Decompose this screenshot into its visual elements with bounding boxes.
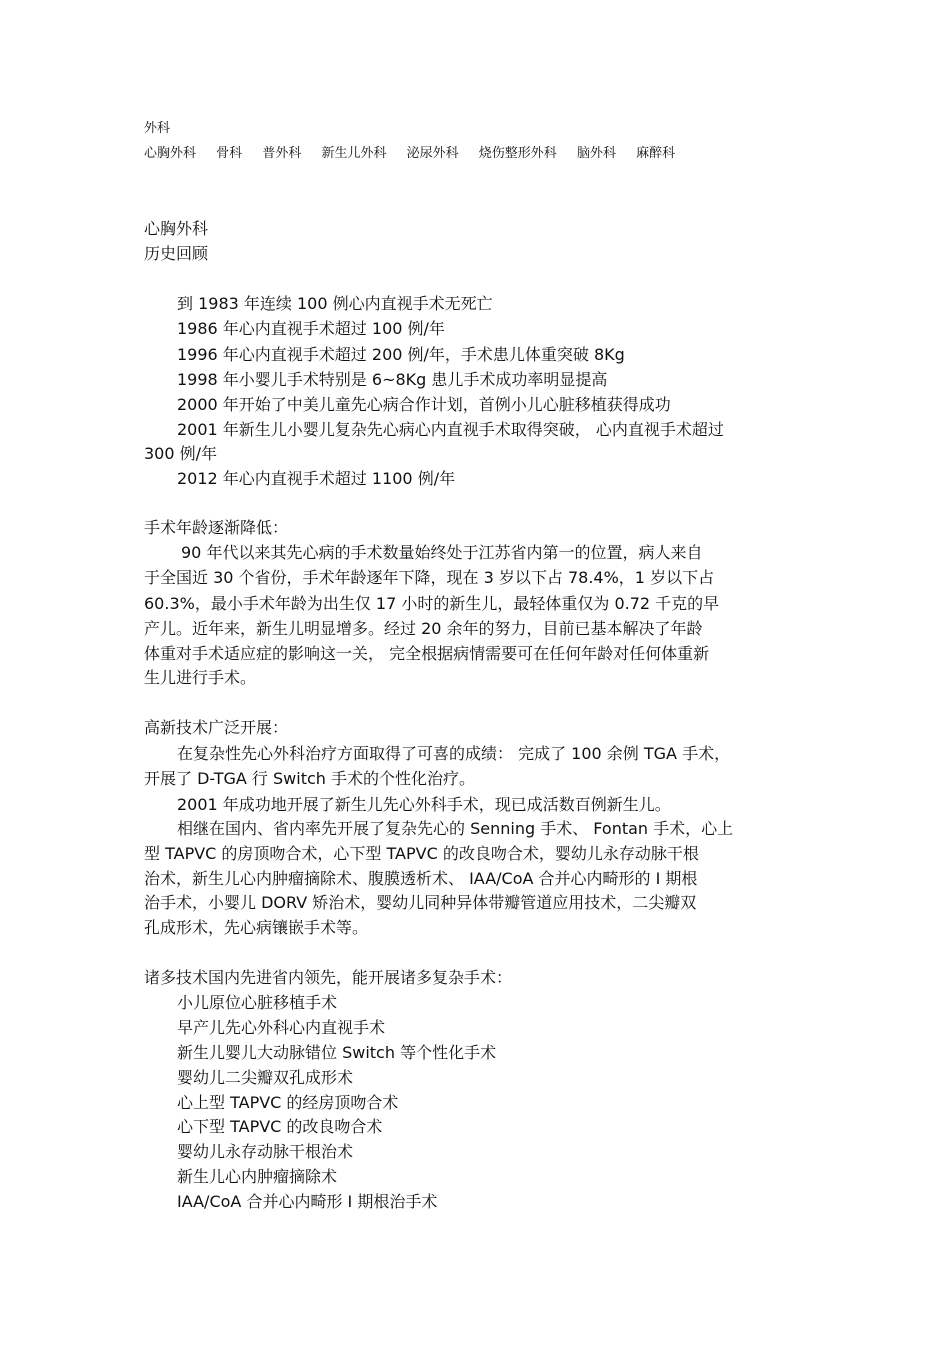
tech-paragraph-line: 2001 年成功地开展了新生儿先心外科手术，现已成活数百例新生儿。 [177, 795, 671, 814]
age-paragraph-line: 90 年代以来其先心病的手术数量始终处于江苏省内第一的位置，病人来自 [181, 543, 703, 562]
age-heading: 手术年龄逐渐降低： [144, 518, 289, 537]
procedure-item: 新生儿婴儿大动脉错位 Switch 等个性化手术 [177, 1043, 497, 1062]
age-paragraph-line: 60.3%，最小手术年龄为出生仅 17 小时的新生儿，最轻体重仅为 0.72 千克的早 [144, 594, 720, 613]
history-item: 1996 年心内直视手术超过 200 例/年，手术患儿体重突破 8Kg [177, 345, 625, 364]
nav-item-urology[interactable]: 泌尿外科 [406, 146, 459, 161]
nav-item-neurosurgery[interactable]: 脑外科 [576, 146, 616, 161]
history-item: 到 1983 年连续 100 例心内直视手术无死亡 [177, 294, 493, 313]
tech-paragraph-line: 治术，新生儿心内肿瘤摘除术、腹膜透析术、 IAA/CoA 合并心内畸形的 I 期根 [144, 869, 698, 888]
tech-paragraph-line: 治手术，小婴儿 DORV 矫治术，婴幼儿同种异体带瓣管道应用技术，二尖瓣双 [144, 893, 697, 912]
nav-item-anesthesiology[interactable]: 麻醉科 [636, 146, 676, 161]
history-item: 1998 年小婴儿手术特别是 6~8Kg 患儿手术成功率明显提高 [177, 370, 608, 389]
advanced-heading: 诸多技术国内先进省内领先，能开展诸多复杂手术： [144, 968, 513, 987]
nav-item-orthopedics[interactable]: 骨科 [216, 146, 243, 161]
procedure-item: 新生儿心内肿瘤摘除术 [177, 1167, 338, 1186]
procedure-item: 婴幼儿二尖瓣双孔成形术 [177, 1068, 354, 1087]
tech-paragraph-line: 孔成形术，先心病镶嵌手术等。 [144, 918, 369, 937]
age-paragraph-line: 生儿进行手术。 [144, 668, 257, 687]
procedure-item: 小儿原位心脏移植手术 [177, 993, 338, 1012]
nav-item-neonatal-surgery[interactable]: 新生儿外科 [321, 146, 387, 161]
tech-paragraph-line: 型 TAPVC 的房顶吻合术，心下型 TAPVC 的改良吻合术，婴幼儿永存动脉干根 [144, 844, 699, 863]
age-paragraph-line: 于全国近 30 个省份，手术年龄逐年下降，现在 3 岁以下占 78.4%，1 岁以下占 [144, 568, 715, 587]
age-paragraph-line: 产儿。近年来，新生儿明显增多。经过 20 余年的努力，目前已基本解决了年龄 [144, 619, 703, 638]
procedure-item: 心上型 TAPVC 的经房顶吻合术 [177, 1093, 399, 1112]
tech-heading: 高新技术广泛开展： [144, 718, 289, 737]
history-item: 1986 年心内直视手术超过 100 例/年 [177, 319, 445, 338]
nav-item-burns-plastic[interactable]: 烧伤整形外科 [478, 146, 557, 161]
procedure-item: IAA/CoA 合并心内畸形 I 期根治手术 [177, 1192, 438, 1211]
procedure-item: 早产儿先心外科心内直视手术 [177, 1018, 386, 1037]
tech-paragraph-line: 开展了 D-TGA 行 Switch 手术的个性化治疗。 [144, 769, 475, 788]
history-item: 2000 年开始了中美儿童先心病合作计划，首例小儿心脏移植获得成功 [177, 395, 671, 414]
tech-paragraph-line: 相继在国内、省内率先开展了复杂先心的 Senning 手术、 Fontan 手术，心上 [177, 819, 734, 838]
history-item-continuation: 300 例/年 [144, 444, 218, 463]
history-item: 2012 年心内直视手术超过 1100 例/年 [177, 469, 456, 488]
procedure-item: 婴幼儿永存动脉干根治术 [177, 1142, 354, 1161]
history-item: 2001 年新生儿小婴儿复杂先心病心内直视手术取得突破， 心内直视手术超过 [177, 420, 724, 439]
history-heading: 历史回顾 [144, 244, 209, 263]
nav-item-cardiothoracic[interactable]: 心胸外科 [144, 146, 197, 161]
section-title: 心胸外科 [144, 219, 209, 238]
department-nav [144, 146, 675, 162]
department-title: 外科 [144, 121, 171, 136]
tech-paragraph-line: 在复杂性先心外科治疗方面取得了可喜的成绩： 完成了 100 余例 TGA 手术， [177, 744, 731, 763]
age-paragraph-line: 体重对手术适应症的影响这一关， 完全根据病情需要可在任何年龄对任何体重新 [144, 644, 710, 663]
procedure-item: 心下型 TAPVC 的改良吻合术 [177, 1117, 383, 1136]
nav-item-general-surgery[interactable]: 普外科 [262, 146, 302, 161]
